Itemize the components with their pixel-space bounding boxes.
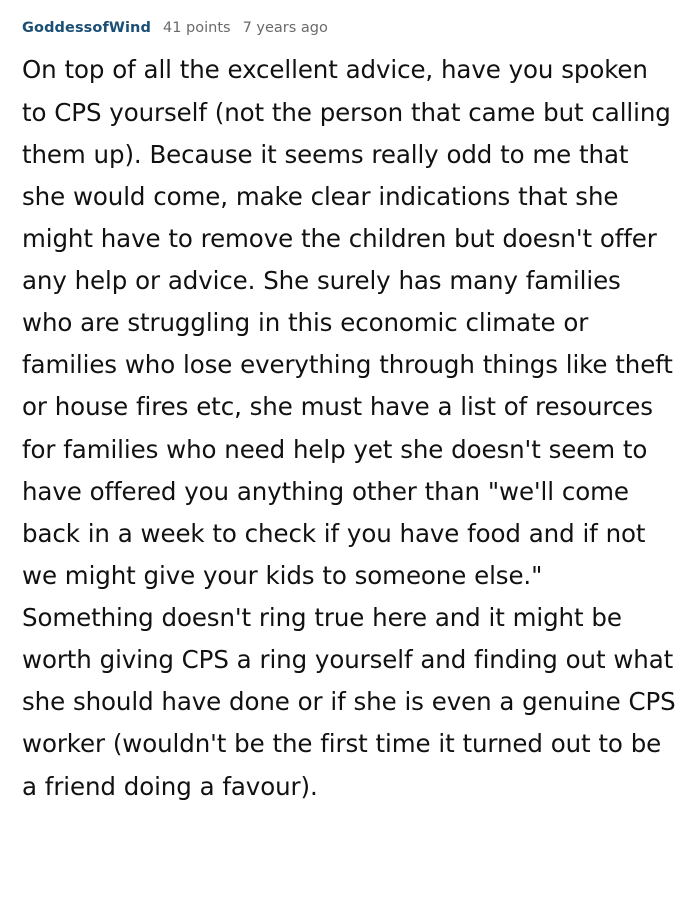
comment-timestamp: 7 years ago bbox=[242, 20, 328, 36]
comment-author[interactable]: GoddessofWind bbox=[22, 20, 151, 36]
comment-body-text: On top of all the excellent advice, have you spoken to CPS yourself (not the person that came but calling them up). Because it seems really odd to me that she would come, make clear indications that she might have to remove the children but doesn't offer any help or advice. She surely has many families who are struggling in this economic climate or families who lose everything through things like theft or house fires etc, she must have a list of resources for families who need help yet she doesn't seem to have offered you anything other than "we'll come back in a week to check if you have food and if not we might give your kids to someone else." Something doesn't ring true here and it might be worth giving CPS a ring yourself and finding out what she should have done or if she is even a genuine CPS worker (wouldn't be the first time it turned out to be a friend doing a favour). bbox=[22, 55, 676, 801]
comment-points: 41 points bbox=[162, 20, 231, 36]
comment-meta bbox=[22, 20, 678, 37]
